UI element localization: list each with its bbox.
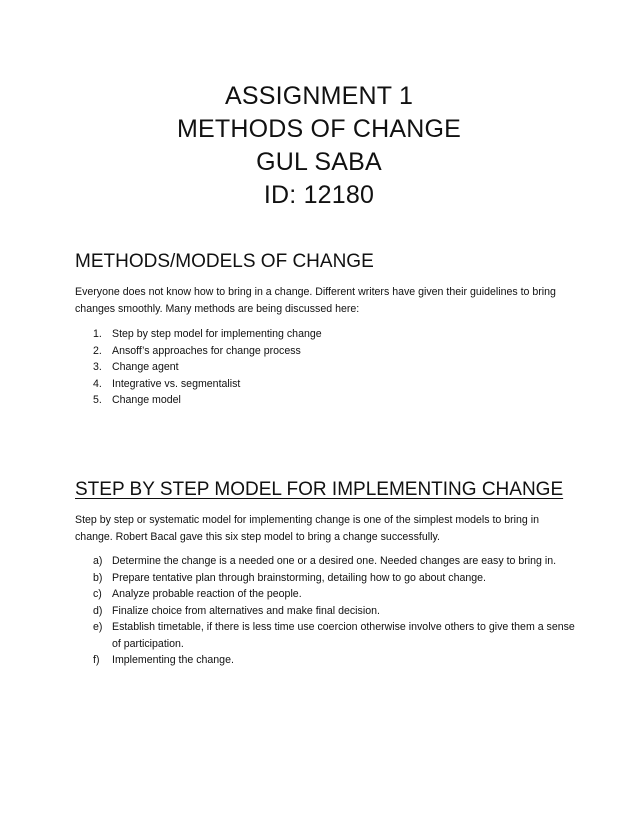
list-marker: b) [93,571,103,584]
list-marker: d) [93,604,103,617]
list-item [75,652,575,669]
list-item-text: Implementing the change. [112,654,234,666]
section-intro-paragraph: Step by step or systematic model for implementing change is one of the simplest models to bring in change. Robert Bacal gave this six step model to bring a change successfully. [75,514,539,543]
list-item [75,586,575,603]
list-item-text: Establish timetable, if there is less time use coercion otherwise involve others to give them a sense of participation. [112,621,575,650]
list-marker: c) [93,588,102,600]
list-marker: e) [93,621,103,633]
title-block [0,80,638,212]
list-marker: 5. [93,394,102,406]
assignment-title: ASSIGNMENT 1 [224,82,414,110]
section-intro-paragraph: Everyone does not know how to bring in a change. Different writers have given their guidelines to bring changes smoothly. Many methods are being discussed here: [75,286,556,315]
list-item-text: Finalize choice from alternatives and make final decision. [112,604,380,617]
list-marker: 4. [93,377,102,390]
section-heading-step-by-step: STEP BY STEP MODEL FOR IMPLEMENTING CHANGE [75,479,564,500]
list-item [75,392,575,409]
list-item [75,326,575,343]
list-item-text: Step by step model for implementing change [112,328,322,340]
list-item [75,619,575,652]
list-item [75,376,575,393]
list-marker: f) [93,654,100,666]
section-heading-methods: METHODS/MODELS OF CHANGE [75,251,374,272]
steps-list [75,553,575,669]
list-item [75,603,575,620]
list-item-text: Change model [112,394,181,406]
methods-list [75,326,575,409]
list-item [75,343,575,360]
list-item-text: Determine the change is a needed one or a desired one. Needed changes are easy to bring in. [112,555,557,567]
list-item-text: Prepare tentative plan through brainstorming, detailing how to go about change. [112,571,486,584]
list-marker: 3. [93,361,102,373]
list-marker: 1. [93,328,102,340]
list-item-text: Change agent [112,361,179,373]
author-name: GUL SABA [256,148,382,176]
list-item [75,570,575,587]
list-item-text: Analyze probable reaction of the people. [112,588,302,600]
student-id: ID: 12180 [263,181,375,209]
list-marker: a) [93,555,103,567]
list-item-text: Ansoff’s approaches for change process [112,344,301,357]
list-item [75,359,575,376]
document-subject: METHODS OF CHANGE [177,115,461,143]
list-item [75,553,575,570]
list-marker: 2. [93,344,102,357]
list-item-text: Integrative vs. segmentalist [112,377,241,390]
